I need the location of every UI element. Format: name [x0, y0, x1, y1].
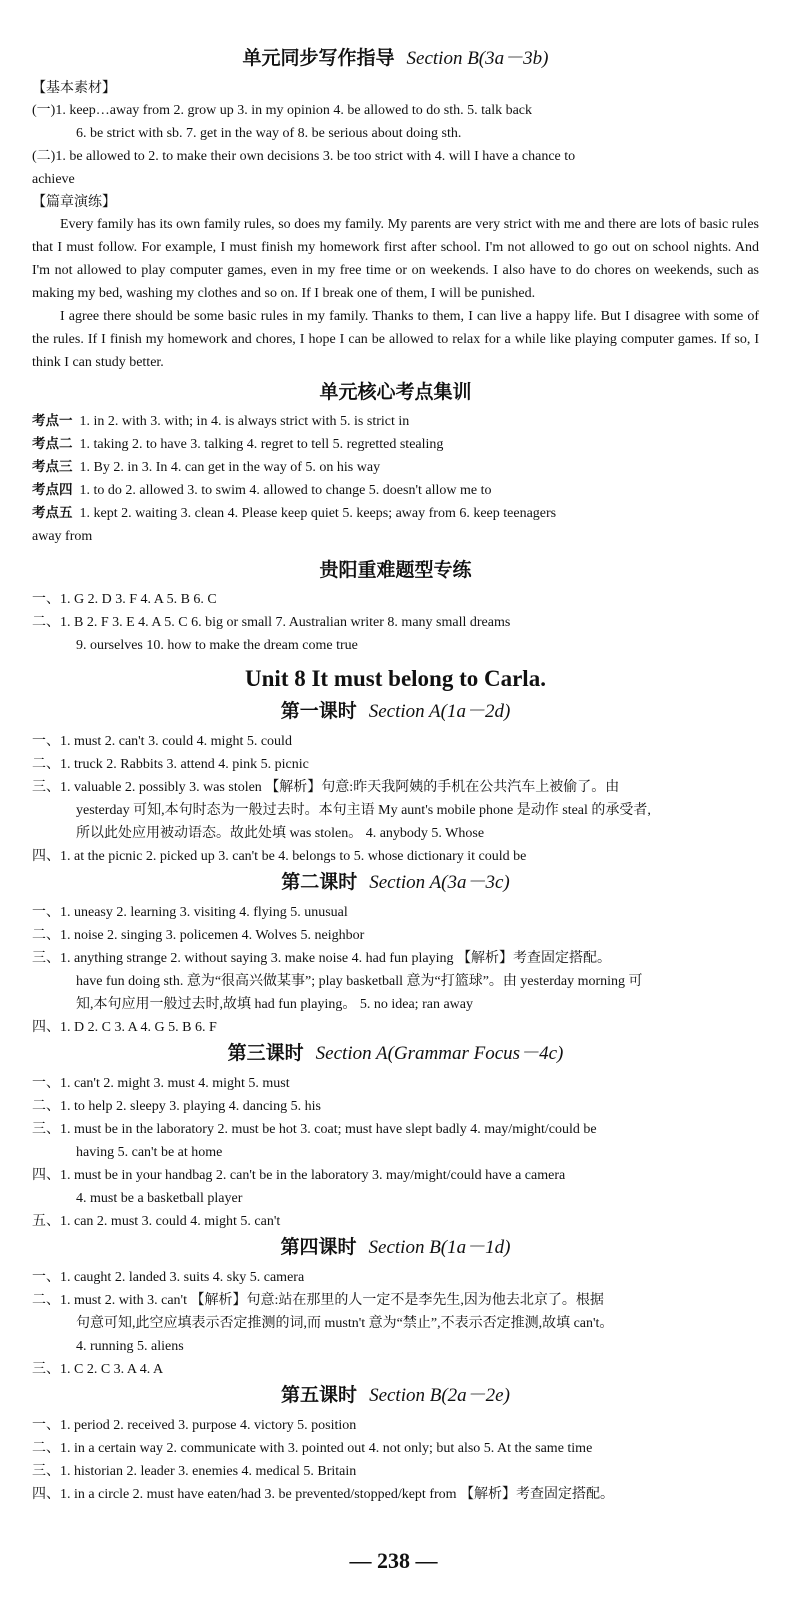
- lesson3-line-7: 五、1. can 2. must 3. could 4. might 5. can't: [32, 1214, 281, 1229]
- unit-title: Unit 8 It must belong to Carla.: [245, 666, 546, 691]
- lesson3-line-1: 一、1. can't 2. might 3. must 4. might 5. must: [32, 1076, 290, 1091]
- section-writing-title: [32, 44, 759, 73]
- lesson1-line-4: yesterday 可知,本句时态为一般过去时。本句主语 My aunt's mobile phone 是动作 steal 的承受者,: [76, 803, 651, 818]
- material-line-2: 6. be strict with sb. 7. get in the way of 8. be serious about doing sth.: [76, 126, 462, 141]
- material-heading: 【基本素材】: [32, 80, 116, 96]
- lesson2-title: [32, 868, 759, 897]
- page-number: — 238 —: [349, 1548, 438, 1573]
- kaodian-row-2: [32, 433, 759, 456]
- lesson5-line-3: 三、1. historian 2. leader 3. enemies 4. medical 5. Britain: [32, 1464, 357, 1479]
- lesson4-title-zh: 第四课时: [280, 1236, 357, 1258]
- essay-paragraph-1: Every family has its own family rules, so does my family. My parents are very strict with me and there are lots of basic rules that I must follow. For example, I must finish my homework first after school. I'm not allowed to go out on school nights. And I'm not allowed to play computer games, even in my free time or on weekends. I also have to do chores on weekends, such as making my bed, washing my clothes and so on. If I break one of them, I will be punished.: [32, 217, 759, 301]
- lesson4-line-2: 二、1. must 2. with 3. can't 【解析】句意:站在那里的人一定不是李先生,因为他去北京了。根据: [32, 1293, 604, 1308]
- lesson4-title-en: Section B(1a－1d): [368, 1237, 511, 1258]
- guiyang-line-2: 二、1. B 2. F 3. E 4. A 5. C 6. big or small 7. Australian writer 8. many small dreams: [32, 615, 511, 630]
- lesson2-line-5: 知,本句应用一般过去时,故填 had fun playing。 5. no idea; ran away: [76, 997, 473, 1012]
- kaodian-label: 考点二: [32, 436, 73, 452]
- guiyang-line-1: 一、1. G 2. D 3. F 4. A 5. B 6. C: [32, 592, 217, 607]
- lesson1-line-1: 一、1. must 2. can't 3. could 4. might 5. could: [32, 734, 292, 749]
- lesson3-line-6: 4. must be a basketball player: [76, 1191, 243, 1206]
- lesson1-line-5: 所以此处应用被动语态。故此处填 was stolen。 4. anybody 5. Whose: [76, 826, 485, 841]
- lesson4-line-3: 句意可知,此空应填表示否定推测的词,而 mustn't 意为“禁止”,不表示否定推测,故填 can't。: [76, 1316, 614, 1331]
- essay-paragraph-2: I agree there should be some basic rules in my family. Thanks to them, I can live a happy life. But I disagree with some of the rules. If I finish my homework and chores, I hope I can be allowed to relax for a while like playing computer games. If so, I think I can study better.: [32, 309, 759, 370]
- lesson4-title: [32, 1233, 759, 1262]
- lesson2-line-4: have fun doing sth. 意为“很高兴做某事”; play basketball 意为“打篮球”。由 yesterday morning 可: [76, 974, 643, 989]
- kaodian-row-5-tail: away from: [32, 529, 93, 544]
- material-line-3: (二)1. be allowed to 2. to make their own decisions 3. be too strict with 4. will I have a chance to: [32, 149, 576, 164]
- kaodian-row-1: [32, 410, 759, 433]
- lesson2-title-zh: 第二课时: [281, 871, 358, 893]
- lesson4-line-1: 一、1. caught 2. landed 3. suits 4. sky 5. camera: [32, 1270, 305, 1285]
- lesson1-line-2: 二、1. truck 2. Rabbits 3. attend 4. pink 5. picnic: [32, 757, 309, 772]
- lesson3-line-3: 三、1. must be in the laboratory 2. must be hot 3. coat; must have slept badly 4. may/might/could be: [32, 1122, 597, 1137]
- lesson5-title: [32, 1381, 759, 1410]
- material-line-4: achieve: [32, 172, 75, 187]
- lesson1-title-zh: 第一课时: [280, 700, 357, 722]
- kaodian-text: 1. to do 2. allowed 3. to swim 4. allowed to change 5. doesn't allow me to: [79, 483, 492, 498]
- lesson2-title-en: Section A(3a－3c): [369, 872, 510, 893]
- guiyang-line-3: 9. ourselves 10. how to make the dream come true: [76, 638, 358, 653]
- lesson3-line-4: having 5. can't be at home: [76, 1145, 223, 1160]
- lesson5-title-en: Section B(2a－2e): [369, 1385, 510, 1406]
- kaodian-label: 考点三: [32, 459, 73, 475]
- lesson2-line-2: 二、1. noise 2. singing 3. policemen 4. Wolves 5. neighbor: [32, 928, 365, 943]
- lesson2-line-1: 一、1. uneasy 2. learning 3. visiting 4. flying 5. unusual: [32, 905, 348, 920]
- kaodian-text: 1. in 2. with 3. with; in 4. is always strict with 5. is strict in: [79, 414, 410, 429]
- lesson5-line-2: 二、1. in a certain way 2. communicate with 3. pointed out 4. not only; but also 5. At the same time: [32, 1441, 593, 1456]
- kaodian-label: 考点五: [32, 505, 73, 521]
- lesson5-line-4: 四、1. in a circle 2. must have eaten/had 3. be prevented/stopped/kept from 【解析】考查固定搭配。: [32, 1487, 615, 1502]
- lesson3-line-5: 四、1. must be in your handbag 2. can't be in the laboratory 3. may/might/could have a camera: [32, 1168, 566, 1183]
- lesson1-line-3: 三、1. valuable 2. possibly 3. was stolen 【解析】句意:昨天我阿姨的手机在公共汽车上被偷了。由: [32, 780, 620, 795]
- lesson4-line-5: 三、1. C 2. C 3. A 4. A: [32, 1362, 164, 1377]
- lesson1-title: [32, 697, 759, 726]
- lesson4-line-4: 4. running 5. aliens: [76, 1339, 184, 1354]
- kaodian-row-4: [32, 479, 759, 502]
- section-writing-title-zh: 单元同步写作指导: [242, 47, 395, 69]
- kaodian-text: 1. By 2. in 3. In 4. can get in the way of 5. on his way: [79, 460, 381, 475]
- kaodian-text: 1. taking 2. to have 3. talking 4. regret to tell 5. regretted stealing: [79, 437, 444, 452]
- lesson3-title-zh: 第三课时: [227, 1042, 304, 1064]
- lesson3-line-2: 二、1. to help 2. sleepy 3. playing 4. dancing 5. his: [32, 1099, 321, 1114]
- lesson5-line-1: 一、1. period 2. received 3. purpose 4. victory 5. position: [32, 1418, 357, 1433]
- lesson3-title: [32, 1039, 759, 1068]
- lesson2-line-3: 三、1. anything strange 2. without saying 3. make noise 4. had fun playing 【解析】考查固定搭配。: [32, 951, 611, 966]
- kaodian-text: 1. kept 2. waiting 3. clean 4. Please keep quiet 5. keeps; away from 6. keep teenagers: [79, 506, 557, 521]
- lesson1-title-en: Section A(1a－2d): [368, 701, 511, 722]
- section-guiyang-title-text: 贵阳重难题型专练: [319, 559, 472, 581]
- kaodian-label: 考点四: [32, 482, 73, 498]
- lesson2-line-6: 四、1. D 2. C 3. A 4. G 5. B 6. F: [32, 1020, 217, 1035]
- kaodian-row-3: [32, 456, 759, 479]
- lesson5-title-zh: 第五课时: [281, 1384, 358, 1406]
- section-core-title-text: 单元核心考点集训: [319, 381, 472, 403]
- section-guiyang-title: [32, 556, 759, 584]
- section-core-title: [32, 378, 759, 406]
- essay-heading: 【篇章演练】: [32, 194, 116, 210]
- kaodian-row-5: [32, 502, 759, 525]
- section-writing-title-en: Section B(3a－3b): [406, 48, 549, 69]
- lesson1-line-6: 四、1. at the picnic 2. picked up 3. can't be 4. belongs to 5. whose dictionary it could be: [32, 849, 527, 864]
- lesson3-title-en: Section A(Grammar Focus－4c): [315, 1043, 564, 1064]
- kaodian-label: 考点一: [32, 413, 73, 429]
- material-line-1: (一)1. keep…away from 2. grow up 3. in my opinion 4. be allowed to do sth. 5. talk back: [32, 103, 533, 118]
